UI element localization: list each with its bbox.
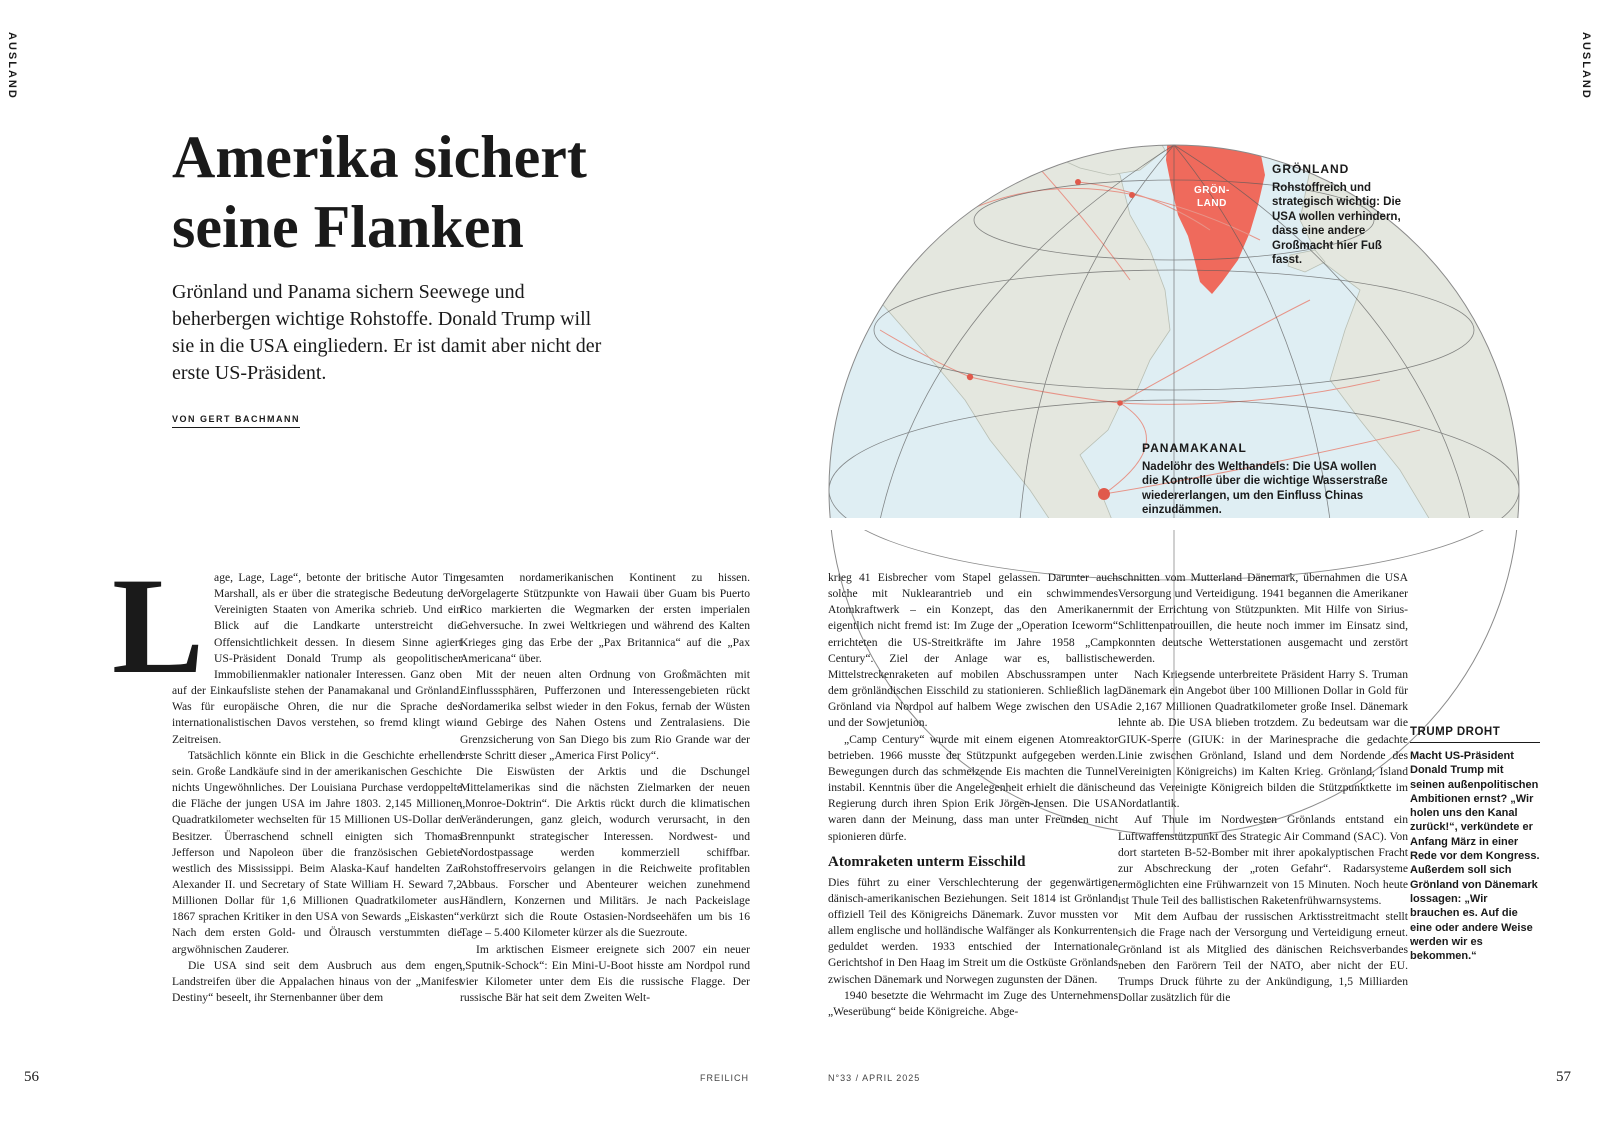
sidebar-title: TRUMP DROHT xyxy=(1410,726,1540,743)
greenland-inline-line-1: GRÖN- xyxy=(1194,185,1230,196)
paragraph: krieg 41 Eisbrecher vom Stapel gelassen. Darunter auch solche mit Nuklearantrieb und ein schwimmendes Atomkraftwerk – ein Konzept, das den Amerikanern eigentlich nicht fremd ist: Im Zuge der „Operation Iceworm“ errichteten die US-Streitkräfte im Jahre 1958 „Camp Century“. Ziel der Anlage war es, ballistische Mittelstreckenraketen auf mobilen Abschussrampen unter dem grönländischen Eisschild zu stationieren. Schließlich lag Grönland via Nordpol auf halbem Wege zwischen den USA und der Sowjetunion. xyxy=(828,571,1118,730)
paragraph: Mit dem Aufbau der russischen Arktisstreitmacht stellt sich die Frage nach der Versorgung und Verteidigung erneut. Grönland ist als Mitglied des dänischen Reichsverbandes neben den Farörern Teil der NATO, aber nicht der EU. Trumps Druck führte zu der Ankündigung, 1,5 Milliarden Dollar zusätzlich für die xyxy=(1118,910,1408,1005)
panama-caption-title: PANAMAKANAL xyxy=(1142,441,1247,455)
lead-paragraph: Grönland und Panama sichern Seewege und beherbergen wichtige Rohstoffe. Donald Trump will sie in die USA eingliedern. Er ist damit aber nicht der erste US-Präsident. xyxy=(172,281,602,384)
paragraph: Dies führt zu einer Verschlechterung der gegenwärtigen dänisch-amerikanischen Beziehungen. Seit 1814 ist Grönland offiziell Teil des Königreichs Dänemark. Zuvor mussten vor allem englische und holländische Walfänger als Konkurrenten geduldet werden. 1933 entschied der Internationale Gerichtshof in Den Haag im Streit um die Ostküste Grönlands zwischen Dänemark und Norwegen zugunsten der Dänen. xyxy=(828,875,1118,986)
issue-info: N°33 / APRIL 2025 xyxy=(828,1073,921,1083)
headline-line-2: seine Flanken xyxy=(172,194,524,260)
article-column-3 xyxy=(828,570,1118,1058)
paragraph: Nach Kriegsende unterbreitete Präsident Harry S. Truman Dänemark ein Angebot über 100 Millionen Dollar in Gold für die 2,167 Millionen Quadratkilometer große Insel. Dänemark lehnte ab. Die USA blieben trotzdem. Zu bedeutsam war die GIUK-Sperre (GIUK: in der Marinesprache die gedachte Linie zwischen Grönland, Island und dem Nordende des Vereinigten Königreichs) im Kalten Krieg. Grönland, Island und das Vereinigte Königreich bilden die Stützpunktkette im Nordatlantik. xyxy=(1118,667,1408,811)
sidebar-box xyxy=(1410,726,1540,963)
drop-cap: L xyxy=(112,549,205,702)
byline: VON GERT BACHMANN xyxy=(172,414,300,428)
publication-name: FREILICH xyxy=(700,1073,750,1083)
paragraph: Tatsächlich könnte ein Blick in die Geschichte erhellend sein. Große Landkäufe sind in der amerikanischen Geschichte nichts Ungewöhnliches. Der Louisiana Purchase verdoppelte die Fläche der jungen USA im Jahre 1803. 2,145 Millionen Quadratkilometer wechselten für 15 Millionen US-Dollar den Besitzer. Überraschend schnell einigten sich Thomas Jefferson und Napoleon über die französischen Gebiete westlich des Mississippi. Beim Alaska-Kauf handelten Zar Alexander II. und Secretary of State William H. Seward 7,2 Millionen Dollar für 1,6 Millionen Quadratkilometer aus. 1867 sprachen Kritiker in den USA von Sewards „Eiskasten“. Nach dem ersten Gold- und Ölrausch verstummten die argwöhnischen Zauderer. xyxy=(172,748,462,956)
article-column-1 xyxy=(112,549,462,1058)
section-label-right: AUSLAND xyxy=(1580,32,1592,100)
paragraph: gesamten nordamerikanischen Kontinent zu hissen. Vorgelagerte Stützpunkte von Hawaii über Guam bis Puerto Rico markierten die Wegmarken der ersten imperialen Gehversuche. In zwei Weltkriegen und während des Kalten Krieges ging das Erbe der „Pax Britannica“ auf die „Pax Americana“ über. xyxy=(460,571,750,665)
paragraph: „Camp Century“ wurde mit einem eigenen Atomreaktor betrieben. 1966 musste der Stützpunkt aufgegeben werden. Bewegungen durch das schmelzende Eis machten die Tunnel instabil. Kenntnis über die Angelegenheit erhielt die dänische Regierung durch ihren Spion Erik Jörgen-Jensen. Die USA waren dann der Meinung, dass man unter Freunden nicht spionieren dürfe. xyxy=(828,732,1118,843)
article-column-4 xyxy=(1118,570,1408,1058)
paragraph: Im arktischen Eismeer ereignete sich 2007 ein neuer „Sputnik-Schock“: Ein Mini-U-Boot hisste am Nordpol rund vier Kilometer unter dem Eis die russische Flagge. Der russische Bär hat seit dem Zweiten Welt- xyxy=(460,942,750,1005)
paragraph: Auf Thule im Nordwesten Grönlands entstand ein Luftwaffenstützpunkt des Strategic Air Command (SAC). Von dort starteten B-52-Bomber mit ihrer apokalyptischen Fracht zur Abschreckung der „roten Gefahr“. Radarsysteme ermöglichten eine Frühwarnzeit von 15 Minuten. Noch heute ist Thule Teil des ballistischen Raketenfrühwarnsystems. xyxy=(1118,813,1408,908)
panama-marker xyxy=(1098,488,1110,500)
greenland-inline-line-2: LAND xyxy=(1197,198,1227,209)
subheading: Atomraketen unterm Eisschild xyxy=(828,853,1026,870)
paragraph: Die Eiswüsten der Arktis und die Dschungel Mittelamerikas sind die nächsten Zielmarken der neuen „Monroe-Doktrin“. Die Arktis rückt durch die klimatischen Veränderungen, ganz gleich, wodurch verursacht, in den Brennpunkt strategischer Interessen. Nordwest- und Nordostpassage werden kommerziell schiffbar. Rohstoffreservoirs gelangen in die Reichweite profitablen Abbaus. Forscher und Abenteurer weichen zunehmend Händlern, Konzernen und Militärs. Je nach Packeislage verkürzt sich die Route Ostasien-Nordseehäfen um bis 16 Tage – 5.400 Kilometer kürzer als die Suezroute. xyxy=(460,764,750,940)
page-number-right: 57 xyxy=(1556,1069,1571,1085)
sidebar-text: Macht US-Präsident Donald Trump mit seinen außenpolitischen Ambitionen ernst? „Wir holen uns den Kanal zurück!“, verkündete er Anfang März in einer Rede vor dem Kongress. Außerdem soll sich Grönland von Dänemark lossagen: „Wir brauchen es. Auf die eine oder andere Weise werden wir es bekommen.“ xyxy=(1410,750,1540,963)
section-label-left: AUSLAND xyxy=(6,32,18,100)
paragraph: Mit der neuen alten Ordnung von Großmächten mit Einflusssphären, Pufferzonen und Interessengebieten rückt Nordamerika selbst wieder in den Fokus, fernab der Wüsten und Gebirge des Nahen Ostens und Zentralasiens. Die Grenzsicherung von San Diego bis zum Rio Grande war der erste Schritt dieser „America First Policy“. xyxy=(460,667,750,762)
greenland-caption-text: Rohstoffreich und strategisch wichtig: Die USA wollen verhindern, dass eine andere Großmacht hier Fuß fasst. xyxy=(1272,181,1402,266)
panama-caption-text: Nadelöhr des Welthandels: Die USA wollen die Kontrolle über die wichtige Wasserstraße wiedererlangen, um den Einfluss Chinas einzudämmen. xyxy=(1142,460,1388,516)
paragraph: 1940 besetzte die Wehrmacht im Zuge des Unternehmens „Weserübung“ beide Königreiche. Abge- xyxy=(828,988,1118,1018)
paragraph: schnitten vom Mutterland Dänemark, übernahmen die USA Versorgung und Verteidigung. 1941 begannen die Amerikaner mit der Errichtung von Stützpunkten. Mit Hilfe von Sirius-Schlittenpatrouillen, die heute noch immer im Einsatz sind, konnten deutsche Wetterstationen ausgemacht und zerstört werden. xyxy=(1118,571,1408,665)
article-column-2 xyxy=(460,570,750,1058)
greenland-inline-label xyxy=(1194,184,1230,210)
paragraph: age, Lage, Lage“, betonte der britische Autor Tim Marshall, als er über die strategische Bedeutung der Vereinigten Staaten von Amerika schrieb. Und ein Blick auf die Landkarte unterstreicht die Offensichtlichkeit dessen. In diesem Sinne agiert US-Präsident Donald Trump als geopolitischer Immobilienmakler nationaler Interessen. Ganz oben auf der Einkaufsliste stehen der Panamakanal und Grönland. Was für europäische Ohren, die nur die Sprache des internationalistischen Davos verstehen, so fremd klingt wie Zeitreisen. xyxy=(172,571,462,746)
page-number-left: 56 xyxy=(24,1069,39,1085)
headline-line-1: Amerika sichert xyxy=(172,124,587,190)
panama-caption xyxy=(1142,441,1392,518)
paragraph: Die USA sind seit dem Ausbruch aus dem engen Landstreifen über die Appalachen hinaus von der „Manifest Destiny“ beseelt, ihr Sternenbanner über dem xyxy=(172,958,462,1005)
greenland-caption-title: GRÖNLAND xyxy=(1272,162,1350,176)
greenland-caption xyxy=(1272,162,1402,268)
